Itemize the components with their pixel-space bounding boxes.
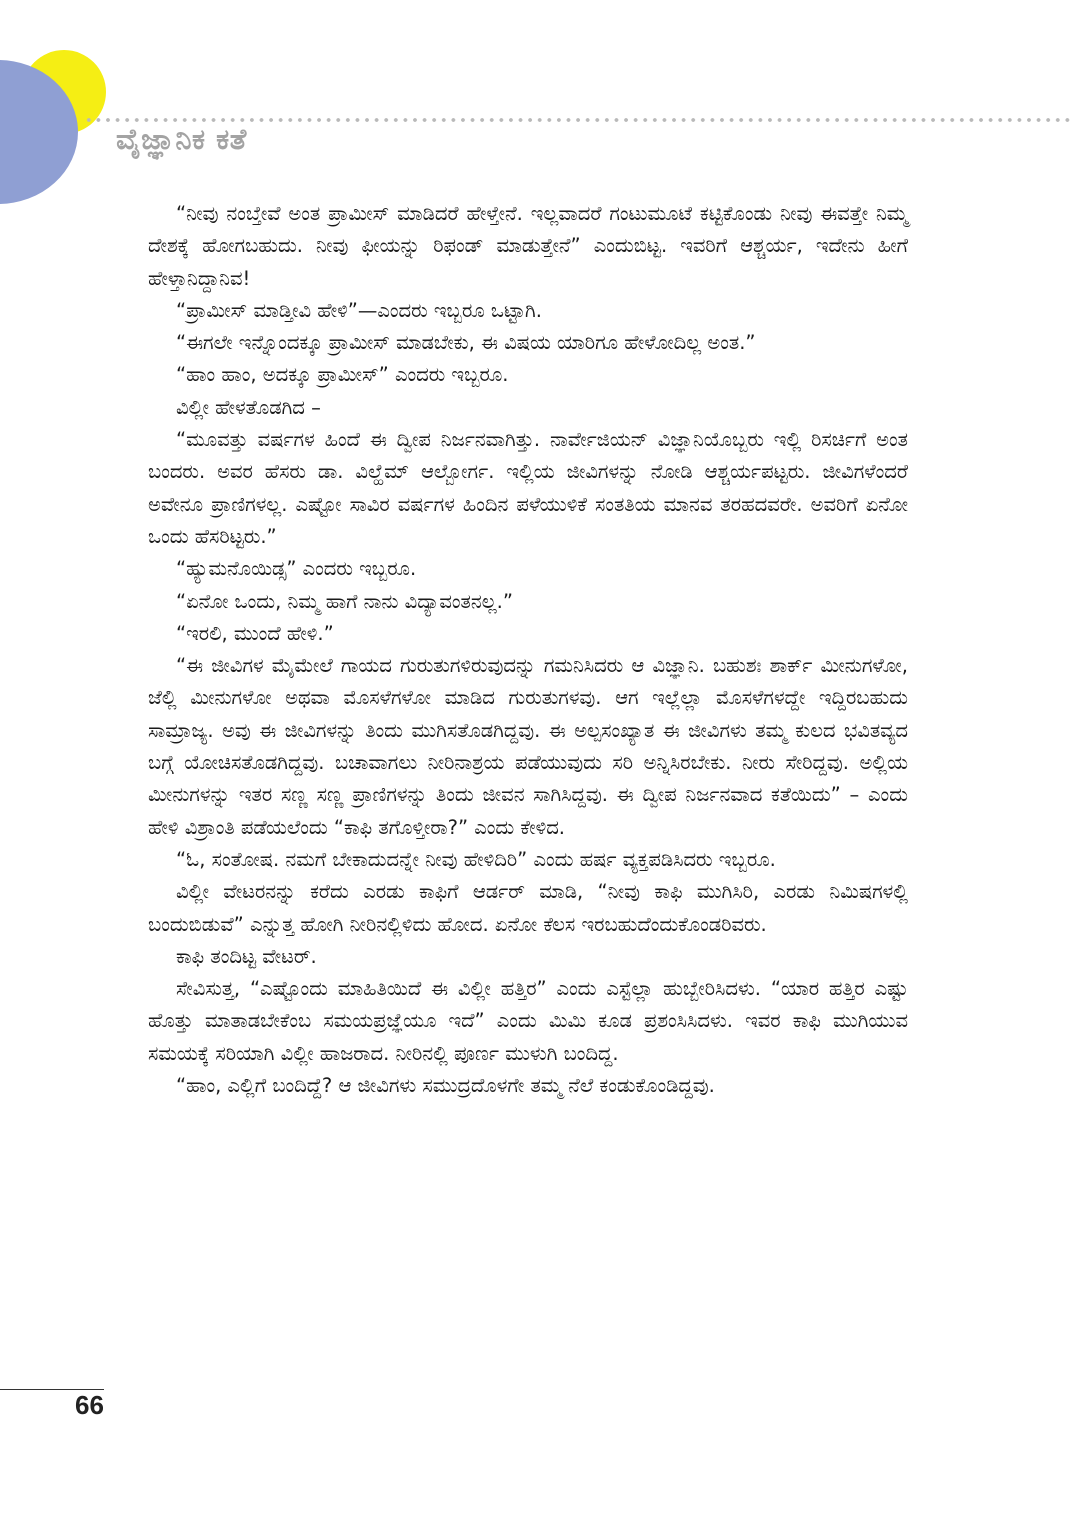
paragraph: ವಿಲ್ಲೀ ವೇಟರನನ್ನು ಕರೆದು ಎರಡು ಕಾಫಿಗೆ ಆರ್ಡರ್ ಮಾಡಿ, “ನೀವು ಕಾಫಿ ಮುಗಿಸಿರಿ, ಎರಡು ನಿಮಿಷಗಳಲ್ಲಿ ಬಂದುಬಿಡುವೆ” ಎನ್ನುತ್ತ ಹೋಗಿ ನೀರಿನಲ್ಲಿಳಿದು ಹೋದ. ಏನೋ ಕೆಲಸ ಇರಬಹುದೆಂದುಕೊಂಡರಿವರು. — [148, 880, 908, 936]
paragraph: ಕಾಫಿ ತಂದಿಟ್ಟ ವೇಟರ್. — [176, 944, 317, 968]
section-title: ವೈಜ್ಞಾನಿಕ ಕತೆ — [116, 122, 247, 156]
paragraph: “ಈಗಲೇ ಇನ್ನೊಂದಕ್ಕೂ ಪ್ರಾಮೀಸ್ ಮಾಡಬೇಕು, ಈ ವಿಷಯ ಯಾರಿಗೂ ಹೇಳೋದಿಲ್ಲ ಅಂತ.” — [176, 331, 756, 355]
paragraph: “ಪ್ರಾಮೀಸ್ ಮಾಡ್ತೀವಿ ಹೇಳಿ”—ಎಂದರು ಇಬ್ಬರೂ ಒಟ್ಟಾಗಿ. — [176, 298, 542, 322]
story-body — [148, 198, 908, 1102]
paragraph: “ಹಾಂ ಹಾಂ, ಅದಕ್ಕೂ ಪ್ರಾಮೀಸ್” ಎಂದರು ಇಬ್ಬರೂ. — [176, 363, 509, 387]
paragraph: “ನೀವು ನಂಬ್ತೇವೆ ಅಂತ ಪ್ರಾಮೀಸ್ ಮಾಡಿದರೆ ಹೇಳ್ತೇನೆ. ಇಲ್ಲವಾದರೆ ಗಂಟುಮೂಟೆ ಕಟ್ಟಿಕೊಂಡು ನೀವು ಈವತ್ತೇ ನಿಮ್ಮ ದೇಶಕ್ಕೆ ಹೋಗಬಹುದು. ನೀವು ಫೀಯನ್ನು ರಿಫಂಡ್ ಮಾಡುತ್ತೇನೆ” ಎಂದುಬಿಟ್ಟ. ಇವರಿಗೆ ಆಶ್ಚರ್ಯ, ಇದೇನು ಹೀಗೆ ಹೇಳ್ತಾನಿದ್ದಾನಿವ! — [148, 202, 908, 290]
paragraph: “ಇರಲಿ, ಮುಂದೆ ಹೇಳಿ.” — [176, 621, 334, 645]
paragraph: “ಹ್ಯುಮನೊಯಿಡ್ಸ” ಎಂದರು ಇಬ್ಬರೂ. — [176, 557, 417, 581]
page-number: 66 — [75, 1390, 104, 1420]
paragraph: ಸೇವಿಸುತ್ತ, “ಎಷ್ಟೊಂದು ಮಾಹಿತಿಯಿದೆ ಈ ವಿಲ್ಲೀ ಹತ್ತಿರ” ಎಂದು ಎಸ್ಟೆಲ್ಲಾ ಹುಬ್ಬೇರಿಸಿದಳು. “ಯಾರ ಹತ್ತಿರ ಎಷ್ಟು ಹೊತ್ತು ಮಾತಾಡಬೇಕೆಂಬ ಸಮಯಪ್ರಜ್ಞೆಯೂ ಇದೆ” ಎಂದು ಮಿಮಿ ಕೂಡ ಪ್ರಶಂಸಿಸಿದಳು. ಇವರ ಕಾಫಿ ಮುಗಿಯುವ ಸಮಯಕ್ಕೆ ಸರಿಯಾಗಿ ವಿಲ್ಲೀ ಹಾಜರಾದ. ನೀರಿನಲ್ಲಿ ಪೂರ್ಣ ಮುಳುಗಿ ಬಂದಿದ್ದ. — [148, 977, 908, 1065]
paragraph: “ಹಾಂ, ಎಲ್ಲಿಗೆ ಬಂದಿದ್ದೆ? ಆ ಜೀವಿಗಳು ಸಮುದ್ರದೊಳಗೇ ತಮ್ಮ ನೆಲೆ ಕಂಡುಕೊಂಡಿದ್ದವು. — [176, 1074, 715, 1098]
paragraph: “ಈ ಜೀವಿಗಳ ಮೈಮೇಲೆ ಗಾಯದ ಗುರುತುಗಳಿರುವುದನ್ನು ಗಮನಿಸಿದರು ಆ ವಿಜ್ಞಾನಿ. ಬಹುಶಃ ಶಾರ್ಕ್ ಮೀನುಗಳೋ, ಜೆಲ್ಲಿ ಮೀನುಗಳೋ ಅಥವಾ ಮೊಸಳೆಗಳೋ ಮಾಡಿದ ಗುರುತುಗಳವು. ಆಗ ಇಲ್ಲೆಲ್ಲಾ ಮೊಸಳೆಗಳದ್ದೇ ಇದ್ದಿರಬಹುದು ಸಾಮ್ರಾಜ್ಯ. ಅವು ಈ ಜೀವಿಗಳನ್ನು ತಿಂದು ಮುಗಿಸತೊಡಗಿದ್ದವು. ಈ ಅಲ್ಪಸಂಖ್ಯಾತ ಈ ಜೀವಿಗಳು ತಮ್ಮ ಕುಲದ ಭವಿತವ್ಯದ ಬಗ್ಗೆ ಯೋಚಿಸತೊಡಗಿದ್ದವು. ಬಚಾವಾಗಲು ನೀರಿನಾಶ್ರಯ ಪಡೆಯುವುದು ಸರಿ ಅನ್ನಿಸಿರಬೇಕು. ನೀರು ಸೇರಿದ್ದವು. ಅಲ್ಲಿಯ ಮೀನುಗಳನ್ನು ಇತರ ಸಣ್ಣ ಸಣ್ಣ ಪ್ರಾಣಿಗಳನ್ನು ತಿಂದು ಜೀವನ ಸಾಗಿಸಿದ್ದವು. ಈ ದ್ವೀಪ ನಿರ್ಜನವಾದ ಕತೆಯಿದು” – ಎಂದು ಹೇಳಿ ವಿಶ್ರಾಂತಿ ಪಡೆಯಲೆಂದು “ಕಾಫಿ ತಗೊಳ್ತೀರಾ?” ಎಂದು ಕೇಳಿದ. — [148, 654, 908, 839]
paragraph: “ಮೂವತ್ತು ವರ್ಷಗಳ ಹಿಂದೆ ಈ ದ್ವೀಪ ನಿರ್ಜನವಾಗಿತ್ತು. ನಾರ್ವೇಜಿಯನ್ ವಿಜ್ಞಾನಿಯೊಬ್ಬರು ಇಲ್ಲಿ ರಿಸರ್ಚಿಗೆ ಅಂತ ಬಂದರು. ಅವರ ಹೆಸರು ಡಾ. ವಿಲ್ಹೆಮ್ ಆಲ್ಬೋರ್ಗ. ಇಲ್ಲಿಯ ಜೀವಿಗಳನ್ನು ನೋಡಿ ಆಶ್ಚರ್ಯಪಟ್ಟರು. ಜೀವಿಗಳೆಂದರೆ ಅವೇನೂ ಪ್ರಾಣಿಗಳಲ್ಲ. ಎಷ್ಟೋ ಸಾವಿರ ವರ್ಷಗಳ ಹಿಂದಿನ ಪಳೆಯುಳಿಕೆ ಸಂತತಿಯ ಮಾನವ ತರಹದವರೇ. ಅವರಿಗೆ ಏನೋ ಒಂದು ಹೆಸರಿಟ್ಟರು.” — [148, 428, 908, 548]
paragraph: “ಓ, ಸಂತೋಷ. ನಮಗೆ ಬೇಕಾದುದನ್ನೇ ನೀವು ಹೇಳಿದಿರಿ” ಎಂದು ಹರ್ಷ ವ್ಯಕ್ತಪಡಿಸಿದರು ಇಬ್ಬರೂ. — [176, 847, 776, 871]
paragraph: ವಿಲ್ಲೀ ಹೇಳತೊಡಗಿದ – — [176, 395, 321, 419]
paragraph: “ಏನೋ ಒಂದು, ನಿಮ್ಮ ಹಾಗೆ ನಾನು ವಿದ್ಯಾವಂತನಲ್ಲ.” — [176, 589, 513, 613]
